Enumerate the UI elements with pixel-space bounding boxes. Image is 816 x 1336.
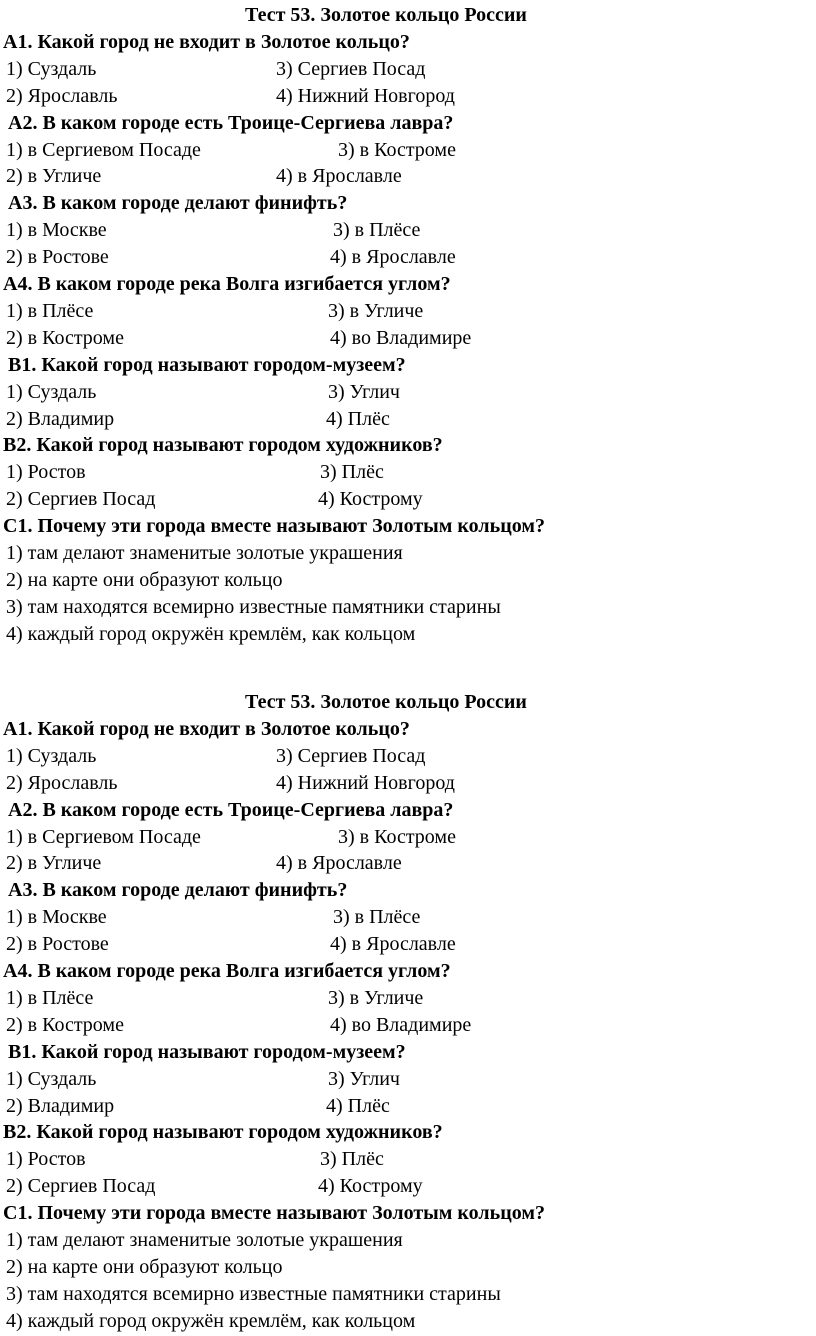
answer-option: 4) в Ярославле: [330, 246, 456, 269]
answer-option: 1) в Москве: [6, 219, 107, 242]
answer-option: 1) в Москве: [6, 906, 107, 929]
answer-option: 3) Плёс: [320, 461, 384, 484]
answer-option: 4) в Ярославле: [276, 165, 402, 188]
answer-option: 2) на карте они образуют кольцо: [6, 568, 283, 591]
answer-option: 4) Кострому: [318, 488, 423, 511]
answer-option: 3) Плёс: [320, 1148, 384, 1171]
answer-option: 2) в Угличе: [6, 165, 102, 188]
answer-option: 4) Кострому: [318, 1175, 423, 1198]
answer-option: 1) в Плёсе: [6, 986, 94, 1009]
answer-option: 1) там делают знаменитые золотые украшения: [6, 1229, 403, 1251]
answer-option: 1) Суздаль: [6, 57, 97, 80]
test-title: Тест 53. Золотое кольцо России: [245, 691, 527, 713]
answer-option: 2) Владимир: [6, 1094, 115, 1117]
question-label: А3. В каком городе делают финифть?: [8, 879, 348, 902]
question-label: А4. В каком городе река Волга изгибается углом?: [3, 960, 451, 982]
answer-option: 2) в Угличе: [6, 852, 102, 875]
answer-option: 3) в Угличе: [328, 986, 424, 1009]
answer-option: 2) Владимир: [6, 407, 115, 430]
answer-option: 2) Сергиев Посад: [6, 1175, 156, 1198]
answer-option: 1) Суздаль: [6, 744, 97, 767]
answer-option: 4) в Ярославле: [276, 852, 402, 875]
answer-option: 1) в Сергиевом Посаде: [6, 825, 201, 848]
question-label: В2. Какой город называют городом художников?: [3, 434, 443, 457]
question-label: С1. Почему эти города вместе называют Золотым кольцом?: [3, 1202, 545, 1225]
answer-option: 4) Нижний Новгород: [276, 84, 455, 107]
answer-option: 2) в Ростове: [6, 933, 109, 956]
answer-option: 4) каждый город окружён кремлём, как кольцом: [6, 622, 416, 645]
answer-option: 4) каждый город окружён кремлём, как кольцом: [6, 1309, 416, 1332]
answer-option: 1) в Плёсе: [6, 299, 94, 322]
answer-option: 3) там находятся всемирно известные памятники старины: [6, 595, 501, 618]
answer-option: 2) на карте они образуют кольцо: [6, 1255, 283, 1278]
answer-option: 3) в Угличе: [328, 299, 424, 322]
answer-option: 3) Сергиев Посад: [276, 744, 426, 767]
answer-option: 1) там делают знаменитые золотые украшения: [6, 542, 403, 564]
question-label: А2. В каком городе есть Троице-Сергиева лавра?: [8, 798, 454, 821]
answer-option: 3) в Костроме: [338, 138, 456, 161]
question-label: А1. Какой город не входит в Золотое кольцо?: [3, 30, 410, 53]
answer-option: 4) во Владимире: [330, 326, 472, 349]
answer-option: 3) там находятся всемирно известные памятники старины: [6, 1282, 501, 1305]
answer-option: 1) в Сергиевом Посаде: [6, 138, 201, 161]
question-label: В2. Какой город называют городом художников?: [3, 1121, 443, 1144]
answer-option: 3) Сергиев Посад: [276, 57, 426, 80]
test-title: Тест 53. Золотое кольцо России: [245, 4, 527, 26]
question-label: С1. Почему эти города вместе называют Золотым кольцом?: [3, 515, 545, 538]
answer-option: 2) Ярославль: [6, 84, 118, 107]
answer-option: 2) в Ростове: [6, 246, 109, 269]
question-label: А2. В каком городе есть Троице-Сергиева лавра?: [8, 111, 454, 134]
answer-option: 4) Плёс: [326, 1094, 390, 1117]
answer-option: 4) Нижний Новгород: [276, 771, 455, 794]
answer-option: 3) Углич: [328, 1067, 400, 1090]
answer-option: 2) в Костроме: [6, 1013, 124, 1036]
answer-option: 1) Ростов: [6, 1148, 86, 1171]
answer-option: 2) Сергиев Посад: [6, 488, 156, 511]
question-label: А4. В каком городе река Волга изгибается углом?: [3, 273, 451, 295]
answer-option: 1) Ростов: [6, 461, 86, 484]
answer-option: 3) в Плёсе: [333, 219, 421, 242]
question-label: А3. В каком городе делают финифть?: [8, 192, 348, 215]
answer-option: 2) Ярославль: [6, 771, 118, 794]
answer-option: 1) Суздаль: [6, 1067, 97, 1090]
answer-option: 3) в Костроме: [338, 825, 456, 848]
answer-option: 4) во Владимире: [330, 1013, 472, 1036]
question-label: В1. Какой город называют городом-музеем?: [8, 1040, 406, 1063]
question-label: В1. Какой город называют городом-музеем?: [8, 353, 406, 376]
answer-option: 2) в Костроме: [6, 326, 124, 349]
question-label: А1. Какой город не входит в Золотое кольцо?: [3, 717, 410, 740]
answer-option: 3) Углич: [328, 380, 400, 403]
answer-option: 3) в Плёсе: [333, 906, 421, 929]
answer-option: 4) Плёс: [326, 407, 390, 430]
answer-option: 4) в Ярославле: [330, 933, 456, 956]
answer-option: 1) Суздаль: [6, 380, 97, 403]
